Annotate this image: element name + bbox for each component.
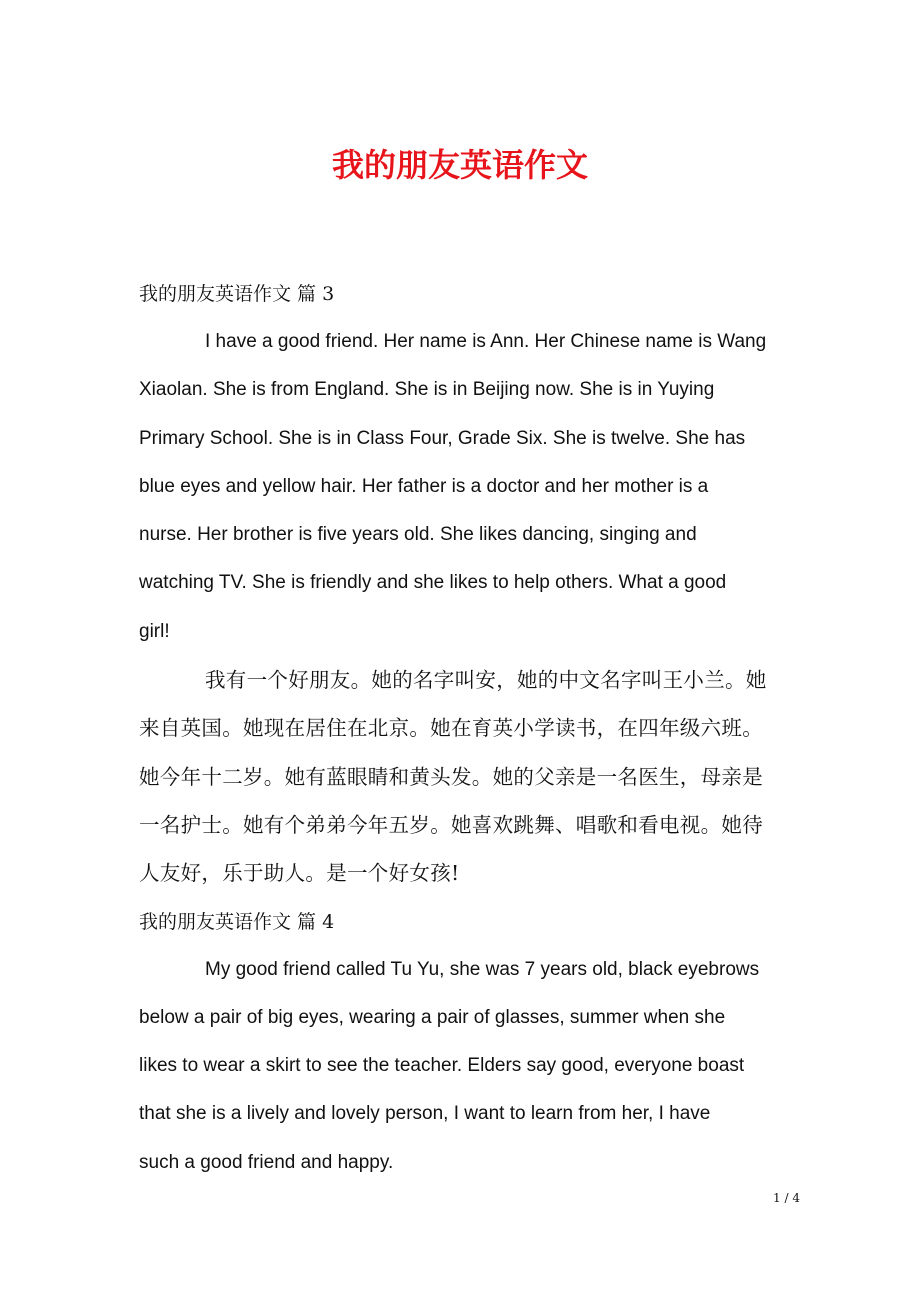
text-line: I have a good friend. Her name is Ann. Her Chinese name is Wang [205, 331, 767, 352]
text-line: such a good friend and happy. [139, 1151, 394, 1173]
text-line: 人友好，乐于助人。是一个好女孩! [139, 861, 460, 886]
text-line: Primary School. She is in Class Four, Grade Six. She is twelve. She has [139, 427, 746, 449]
section-heading-4: 我的朋友英语作文 篇 4 [139, 910, 335, 933]
text-line: My good friend called Tu Yu, she was 7 years old, black eyebrows [205, 958, 760, 980]
text-line: Xiaolan. She is from England. She is in Beijing now. She is in Yuying [139, 379, 715, 401]
text-line: 我有一个好朋友。她的名字叫安，她的中文名字叫王小兰。她 [205, 668, 767, 693]
document-body [139, 270, 799, 1187]
text-line: that she is a lively and lovely person, I want to learn from her, I have [139, 1103, 711, 1125]
text-line: girl! [139, 620, 170, 642]
text-line: below a pair of big eyes, wearing a pair of glasses, summer when she [139, 1006, 726, 1028]
chinese-paragraph-3 [139, 656, 799, 897]
page-number: 1 / 4 [773, 1191, 800, 1205]
text-line: 她今年十二岁。她有蓝眼睛和黄头发。她的父亲是一名医生，母亲是 [139, 764, 763, 789]
text-line: 来自英国。她现在居住在北京。她在育英小学读书，在四年级六班。 [139, 716, 763, 741]
english-paragraph-4 [139, 946, 799, 1187]
section-heading-3: 我的朋友英语作文 篇 3 [139, 283, 335, 305]
text-line: blue eyes and yellow hair. Her father is a doctor and her mother is a [139, 475, 709, 497]
english-paragraph-3 [139, 318, 799, 656]
text-line: 一名护士。她有个弟弟今年五岁。她喜欢跳舞、唱歌和看电视。她待 [139, 812, 763, 837]
text-line: likes to wear a skirt to see the teacher. Elders say good, everyone boast [139, 1055, 745, 1077]
text-line: nurse. Her brother is five years old. She likes dancing, singing and [139, 524, 697, 546]
text-line: watching TV. She is friendly and she likes to help others. What a good [139, 572, 727, 594]
document-title: 我的朋友英语作文 [331, 146, 588, 184]
